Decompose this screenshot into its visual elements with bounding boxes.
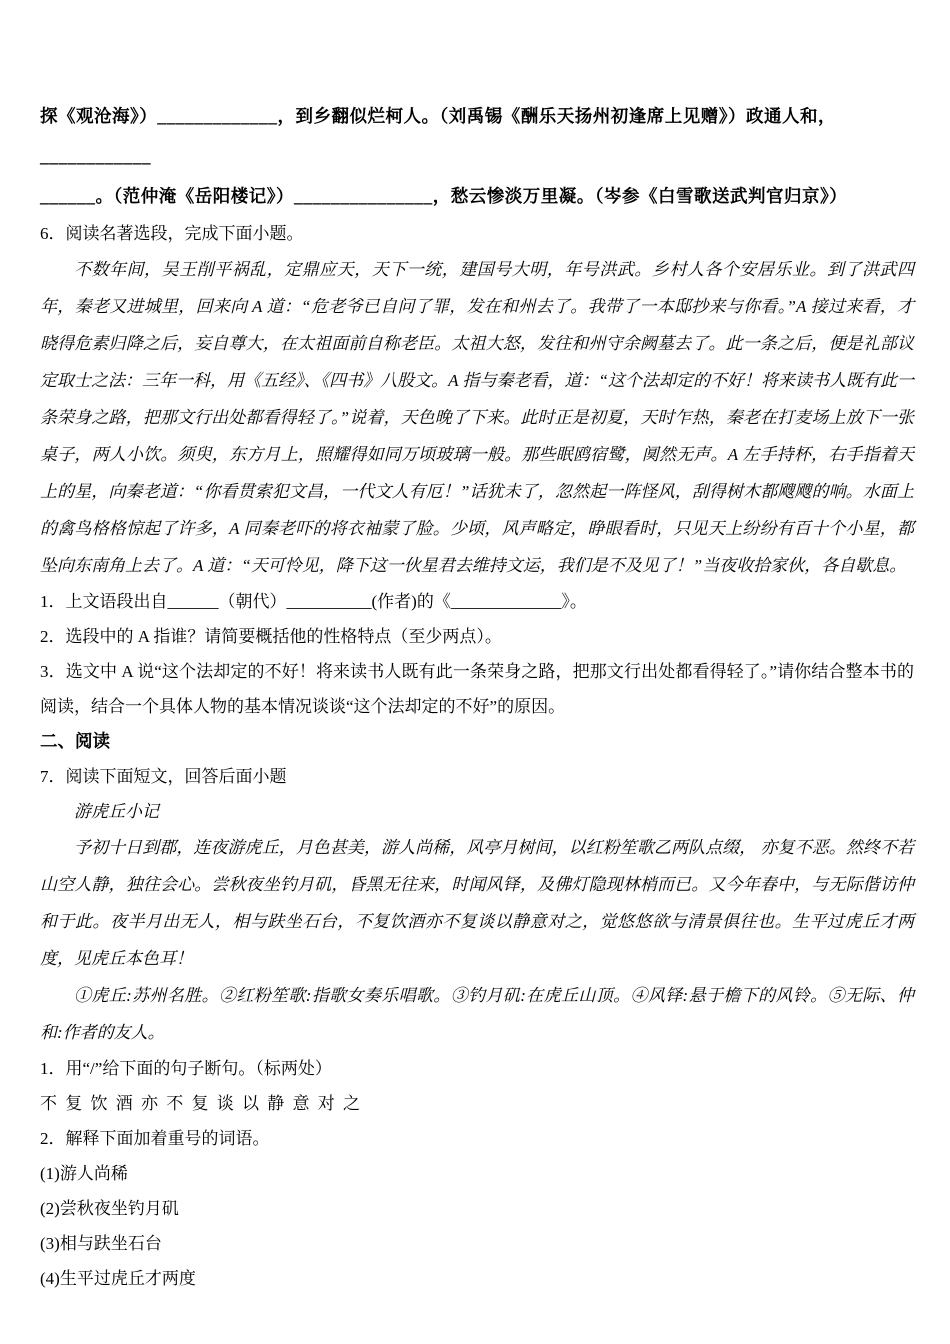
sentence-to-punctuate: 不 复 饮 酒 亦 不 复 谈 以 静 意 对 之 — [40, 1094, 362, 1113]
fill-in-blank-line-2: ______。（范仲淹《岳阳楼记》）_______________，愁云惨淡万里凝。（岑参《白雪歌送武判官归京》） — [40, 186, 848, 206]
question-6-sub-1: 1．上文语段出自______（朝代）__________(作者)的《_____________》。 — [40, 592, 587, 611]
word-item-1: (1)游人尚稀 — [40, 1164, 128, 1183]
question-6-passage: 不数年间，吴王削平祸乱，定鼎应天，天下一统，建国号大明，年号洪武。乡村人各个安居乐业。到了洪武四年，秦老又进城里，回来向 A 道：“危老爷已自问了罪，发在和州去了。我带了一本邸抄来与你看。”A 接过来看，才晓得危素归降之后，妄自尊大，在太祖面前自称老臣。太祖大怒，发往和州守余阙墓去了。此一条之后，便是礼部议定取士之法：三年一科，用《五经》、《四书》八股文。A 指与秦老看，道：“这个法却定的不好！将来读书人既有此一条荣身之路，把那文行出处都看得轻了。”说着，天色晚了下来。此时正是初夏，天时乍热，秦老在打麦场上放下一张桌子，两人小饮。须臾，东方月上，照耀得如同万顷玻璃一般。那些眠鸥宿鹭，阒然无声。A 左手持杯，右手指着天上的星，向秦老道：“你看贯索犯文昌，一代文人有厄！”话犹未了，忽然起一阵怪风，刮得树木都飕飕的响。水面上的禽鸟格格惊起了许多，A 同秦老吓的将衣袖蒙了脸。少顷，风声略定，睁眼看时，只见天上纷纷有百十个小星，都坠向东南角上去了。A 道：“天可怜见，降下这一伙星君去维持文运，我们是不及见了！”当夜收拾家伙，各自歇息。 — [40, 260, 914, 575]
word-item-2: (2)尝秋夜坐钓月矶 — [40, 1199, 179, 1218]
question-7-sub-2: 2．解释下面加着重号的词语。 — [40, 1129, 270, 1148]
fill-in-blank-line-1: 探《观沧海》）_____________，到乡翻似烂柯人。（刘禹锡《酬乐天扬州初逢席上见赠》）政通人和，____________ — [40, 106, 836, 166]
question-6-sub-3: 3．选文中 A 说“这个法却定的不好！将来读书人既有此一条荣身之路，把那文行出处都看得轻了。”请你结合整本书的阅读，结合一个具体人物的基本情况谈谈“这个法却定的不好”的原因。 — [40, 662, 914, 716]
passage-title: 游虎丘小记 — [74, 802, 159, 821]
passage-footnotes: ①虎丘:苏州名胜。②红粉笙歌:指歌女奏乐唱歌。③钓月矶:在虎丘山顶。④风铎:悬于檐下的风铃。⑤无际、仲和:作者的友人。 — [40, 986, 914, 1042]
word-item-4: (4)生平过虎丘才两度 — [40, 1269, 196, 1288]
question-7-passage: 予初十日到郡，连夜游虎丘，月色甚美，游人尚稀，风亭月树间，以红粉笙歌乙两队点缀， 亦复不恶。然终不若山空人静，独往会心。尝秋夜坐钓月矶，昏黑无往来，时闻风铎，及佛灯隐现林梢而已。又今年春中，与无际偕访仲和于此。夜半月出无人，相与趺坐石台，不复饮酒亦不复谈以静意对之，觉悠悠欲与清景俱往也。生平过虎丘才两度，见虎丘本色耳！ — [40, 838, 914, 968]
question-7-sub-1: 1．用“/”给下面的句子断句。（标两处） — [40, 1059, 332, 1078]
question-6-label: 6．阅读名著选段，完成下面小题。 — [40, 224, 304, 243]
word-item-3: (3)相与趺坐石台 — [40, 1234, 162, 1253]
question-7-label: 7．阅读下面短文，回答后面小题 — [40, 767, 287, 786]
question-6-sub-2: 2．选段中的 A 指谁？请简要概括他的性格特点（至少两点）。 — [40, 627, 502, 646]
section-2-heading: 二、阅读 — [40, 731, 110, 751]
